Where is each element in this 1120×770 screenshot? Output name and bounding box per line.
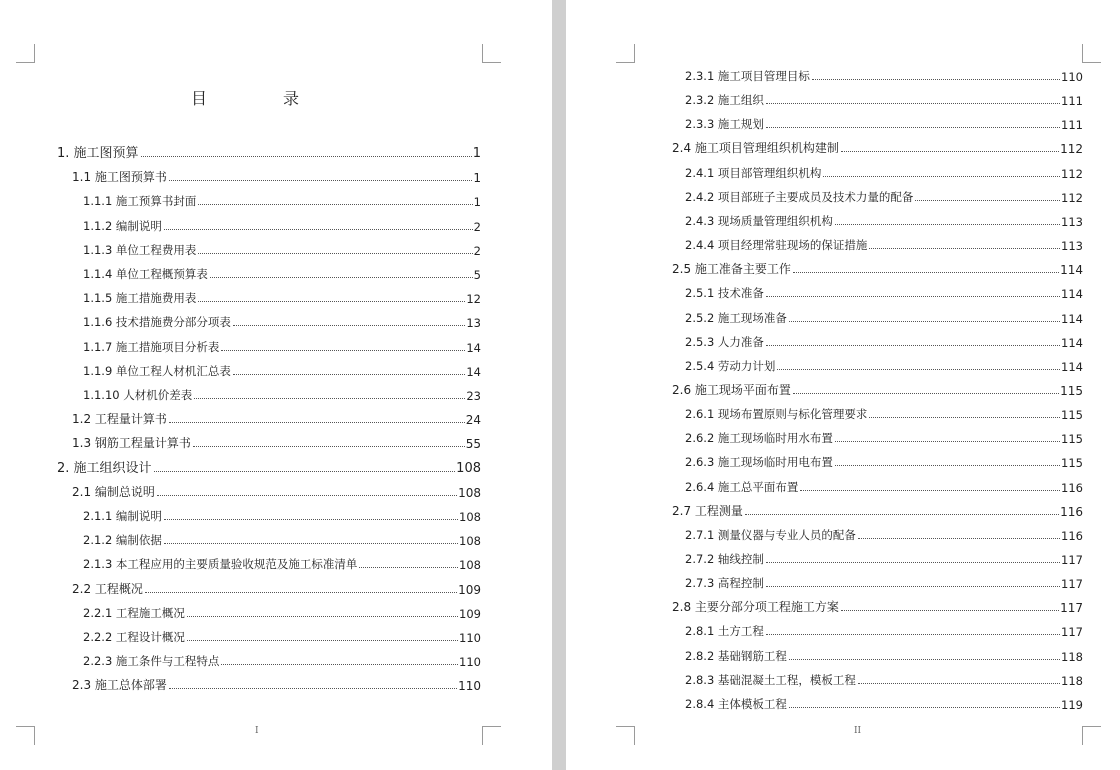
- toc-entry[interactable]: [72, 167, 481, 185]
- toc-entry[interactable]: [83, 530, 481, 548]
- toc-entry-title: 2.8.1 土方工程: [685, 624, 764, 639]
- toc-entry[interactable]: [72, 579, 481, 597]
- dot-leader: [869, 248, 1060, 249]
- toc-entry[interactable]: [685, 694, 1083, 712]
- dot-leader: [359, 567, 458, 568]
- toc-entry[interactable]: [672, 138, 1083, 156]
- dot-leader: [164, 229, 473, 230]
- toc-entry-page: 111: [1061, 94, 1083, 109]
- toc-entry-page: 113: [1061, 214, 1083, 229]
- toc-entry[interactable]: [83, 651, 481, 669]
- page-number-right: II: [854, 726, 862, 736]
- toc-entry-page: 12: [466, 292, 481, 307]
- dot-leader: [766, 586, 1060, 587]
- dot-leader: [169, 688, 457, 689]
- toc-entry[interactable]: [685, 670, 1083, 688]
- dot-leader: [145, 592, 457, 593]
- toc-entry-title: 2.5.1 技术准备: [685, 286, 764, 301]
- toc-entry-title: 1.1.1 施工预算书封面: [83, 194, 197, 209]
- toc-entry-title: 2.4 施工项目管理组织机构建制: [672, 141, 839, 156]
- toc-entry[interactable]: [685, 283, 1083, 301]
- toc-entry-page: 24: [465, 413, 481, 428]
- toc-entry-title: 2.7.1 测量仪器与专业人员的配备: [685, 527, 856, 542]
- toc-entry-title: 2.2.3 施工条件与工程特点: [83, 654, 220, 669]
- dot-leader: [187, 640, 458, 641]
- toc-entry-page: 118: [1061, 673, 1083, 688]
- dot-leader: [221, 664, 458, 665]
- dot-leader: [766, 127, 1060, 128]
- toc-entry[interactable]: [83, 312, 481, 330]
- toc-entry[interactable]: [685, 90, 1083, 108]
- toc-entry-page: 108: [459, 534, 481, 549]
- toc-entry-title: 2.5 施工准备主要工作: [672, 262, 791, 277]
- dot-leader: [800, 490, 1060, 491]
- dot-leader: [766, 634, 1060, 635]
- crop-mark-top-left: [616, 44, 635, 63]
- dot-leader: [823, 176, 1060, 177]
- dot-leader: [789, 321, 1060, 322]
- toc-entry-page: 108: [458, 485, 481, 500]
- toc-entry[interactable]: [672, 380, 1083, 398]
- toc-entry-title: 2.2 工程概况: [72, 581, 143, 596]
- dot-leader: [793, 272, 1059, 273]
- toc-entry-title: 2.8 主要分部分项工程施工方案: [672, 600, 839, 615]
- dot-leader: [858, 683, 1060, 684]
- toc-entry-page: 110: [1061, 70, 1083, 84]
- dot-leader: [835, 441, 1060, 442]
- toc-entry-page: 14: [466, 364, 481, 379]
- toc-entry-title: 2.7.2 轴线控制: [685, 552, 764, 566]
- toc-entry-title: 1.1.9 单位工程人材机汇总表: [83, 363, 231, 378]
- toc-entry-title: 2.7.3 高程控制: [685, 576, 764, 591]
- toc-entry-title: 2.8.3 基础混凝土工程，模板工程: [685, 672, 856, 687]
- toc-entry-page: 108: [459, 558, 481, 573]
- dot-leader: [210, 277, 473, 278]
- toc-entry-page: 111: [1061, 118, 1083, 133]
- toc-entry-page: 1: [473, 171, 481, 186]
- toc-entry-page: 115: [1061, 432, 1083, 447]
- toc-entry-page: 117: [1061, 577, 1083, 592]
- toc-entry-title: 2.7 工程测量: [672, 503, 743, 518]
- toc-entry-page: 109: [459, 606, 481, 621]
- dot-leader: [789, 707, 1060, 708]
- toc-entry-title: 2.8.2 基础钢筋工程: [685, 648, 787, 663]
- toc-entry-title: 2.5.4 劳动力计划: [685, 358, 776, 373]
- toc-entry[interactable]: [83, 603, 481, 621]
- toc-entry[interactable]: [83, 264, 481, 282]
- crop-mark-bottom-left: [16, 726, 35, 745]
- dot-leader: [169, 180, 472, 181]
- dot-leader: [169, 422, 465, 423]
- toc-entry-title: 2.1.2 编制依据: [83, 533, 162, 548]
- toc-entry[interactable]: [672, 597, 1083, 615]
- dot-leader: [835, 465, 1060, 466]
- dot-leader: [745, 514, 1059, 515]
- toc-entry-title: 2.4.3 现场质量管理组织机构: [685, 213, 833, 228]
- toc-entry-title: 2.6.3 施工现场临时用电布置: [685, 455, 833, 470]
- toc-entry-title: 2.1.3 本工程应用的主要质量验收规范及施工标准清单: [83, 557, 358, 572]
- toc-entry-title: 1.1 施工图预算书: [72, 170, 167, 185]
- toc-entry[interactable]: [685, 428, 1083, 446]
- toc-entry-page: 110: [459, 655, 481, 670]
- toc-entry-page: 55: [465, 437, 481, 452]
- toc-entry-page: 110: [459, 631, 481, 645]
- toc-entry-page: 114: [1060, 263, 1083, 278]
- dot-leader: [793, 393, 1059, 394]
- toc-entry[interactable]: [83, 385, 481, 403]
- toc-entry[interactable]: [72, 433, 481, 451]
- dot-leader: [915, 200, 1060, 201]
- crop-mark-top-right: [482, 44, 501, 63]
- dot-leader: [198, 253, 472, 254]
- dot-leader: [233, 374, 465, 375]
- toc-entry[interactable]: [685, 452, 1083, 470]
- toc-entry-title: 2.2.1 工程施工概况: [83, 605, 185, 620]
- toc-entry[interactable]: [685, 525, 1083, 543]
- document-page-left: [0, 0, 552, 770]
- dot-leader: [766, 103, 1060, 104]
- toc-entry-title: 2.3 施工总体部署: [72, 678, 167, 693]
- toc-entry-title: 2.3.2 施工组织: [685, 93, 764, 108]
- dot-leader: [194, 398, 465, 399]
- toc-entry-page: 108: [459, 510, 481, 524]
- toc-entry-page: 2: [473, 219, 481, 234]
- toc-entry-page: 112: [1061, 190, 1083, 205]
- toc-entry-title: 1.1.7 施工措施项目分析表: [83, 339, 220, 354]
- toc-entry-title: 2.8.4 主体模板工程: [685, 696, 787, 711]
- toc-entry-title: 2.1.1 编制说明: [83, 509, 162, 523]
- toc-entry-page: 112: [1061, 166, 1083, 181]
- toc-entry-title: 2.4.2 项目部班子主要成员及技术力量的配备: [685, 189, 914, 204]
- dot-leader: [154, 471, 456, 472]
- toc-entry[interactable]: [83, 240, 481, 258]
- crop-mark-top-left: [16, 44, 35, 63]
- dot-leader: [841, 610, 1059, 611]
- toc-entry-title: 1.1.2 编制说明: [83, 218, 162, 233]
- toc-entry[interactable]: [685, 332, 1083, 350]
- toc-entry-page: 114: [1061, 359, 1083, 374]
- toc-entry[interactable]: [83, 216, 481, 234]
- toc-title: 目 录: [190, 89, 329, 108]
- toc-entry[interactable]: [685, 187, 1083, 205]
- toc-entry-title: 2.3.1 施工项目管理目标: [685, 69, 810, 83]
- toc-entry-page: 115: [1061, 408, 1083, 423]
- dot-leader: [198, 301, 465, 302]
- toc-entry-title: 2.5.2 施工现场准备: [685, 310, 787, 325]
- toc-entry-page: 114: [1061, 311, 1083, 326]
- toc-entry-title: 2.1 编制总说明: [72, 484, 155, 499]
- toc-entry[interactable]: [685, 477, 1083, 495]
- toc-entry[interactable]: [72, 409, 481, 427]
- dot-leader: [789, 659, 1060, 660]
- toc-entry-page: 109: [458, 582, 481, 597]
- toc-entry[interactable]: [83, 288, 481, 306]
- toc-entry-title: 2.2.2 工程设计概况: [83, 630, 185, 644]
- toc-entry-page: 1: [472, 146, 481, 161]
- toc-entry[interactable]: [685, 621, 1083, 639]
- toc-entry-page: 115: [1061, 456, 1083, 471]
- dot-leader: [164, 543, 458, 544]
- toc-entry-title: 2.6.1 现场布置原则与标化管理要求: [685, 407, 868, 422]
- toc-entry-title: 1.3 钢筋工程量计算书: [72, 436, 191, 451]
- toc-entry[interactable]: [685, 235, 1083, 253]
- toc-entry-page: 13: [466, 316, 481, 331]
- toc-entry[interactable]: [57, 458, 481, 476]
- dot-leader: [841, 151, 1059, 152]
- toc-entry[interactable]: [685, 356, 1083, 374]
- toc-entry-title: 1.1.5 施工措施费用表: [83, 291, 197, 306]
- toc-entry[interactable]: [83, 361, 481, 379]
- toc-entry-title: 1.1.10 人材机价差表: [83, 388, 193, 402]
- page-number-left: I: [255, 726, 259, 736]
- toc-entry-title: 2.6.4 施工总平面布置: [685, 479, 799, 494]
- toc-entry[interactable]: [83, 554, 481, 572]
- document-page-right: [566, 0, 1120, 770]
- toc-entry[interactable]: [72, 482, 481, 500]
- toc-entry[interactable]: [685, 211, 1083, 229]
- dot-leader: [858, 538, 1060, 539]
- dot-leader: [164, 519, 458, 520]
- crop-mark-bottom-right: [482, 726, 501, 745]
- toc-entry-page: 116: [1060, 504, 1083, 519]
- toc-entry-page: 14: [466, 340, 481, 355]
- toc-entry[interactable]: [83, 191, 481, 209]
- dot-leader: [766, 345, 1060, 346]
- toc-entry-title: 2.6.2 施工现场临时用水布置: [685, 431, 833, 446]
- dot-leader: [812, 79, 1060, 80]
- dot-leader: [221, 350, 465, 351]
- toc-entry-page: 117: [1061, 625, 1083, 640]
- toc-entry-title: 1.1.3 单位工程费用表: [83, 242, 197, 257]
- toc-entry-title: 2.4.1 项目部管理组织机构: [685, 165, 822, 180]
- dot-leader: [766, 296, 1060, 297]
- toc-entry-page: 119: [1061, 697, 1083, 712]
- toc-entry-page: 23: [466, 389, 481, 403]
- toc-entry[interactable]: [685, 646, 1083, 664]
- crop-mark-bottom-left: [616, 726, 635, 745]
- toc-entry-title: 1.1.4 单位工程概预算表: [83, 267, 208, 281]
- dot-leader: [187, 616, 458, 617]
- toc-entry[interactable]: [83, 506, 481, 524]
- toc-entry-title: 2.6 施工现场平面布置: [672, 382, 791, 397]
- toc-entry-page: 113: [1061, 239, 1083, 254]
- toc-entry[interactable]: [685, 573, 1083, 591]
- dot-leader: [233, 325, 465, 326]
- toc-entry-page: 116: [1061, 480, 1083, 495]
- toc-entry-page: 108: [456, 460, 481, 476]
- toc-entry-page: 116: [1061, 528, 1083, 543]
- toc-entry[interactable]: [685, 163, 1083, 181]
- toc-entry[interactable]: [685, 549, 1083, 567]
- toc-entry[interactable]: [672, 501, 1083, 519]
- dot-leader: [869, 417, 1060, 418]
- toc-entry[interactable]: [72, 675, 481, 693]
- toc-entry-title: 2.4.4 项目经理常驻现场的保证措施: [685, 238, 868, 253]
- dot-leader: [193, 446, 465, 447]
- crop-mark-top-right: [1082, 44, 1101, 63]
- toc-entry-page: 5: [473, 268, 481, 282]
- toc-entry-page: 114: [1061, 287, 1083, 302]
- toc-entry[interactable]: [83, 337, 481, 355]
- toc-entry-page: 2: [473, 243, 481, 258]
- toc-entry-page: 110: [458, 679, 481, 694]
- toc-entry-title: 1.1.6 技术措施费分部分项表: [83, 315, 231, 330]
- toc-entry-page: 118: [1061, 649, 1083, 664]
- toc-entry[interactable]: [83, 627, 481, 645]
- dot-leader: [777, 369, 1060, 370]
- toc-entry-title: 1. 施工图预算: [57, 146, 139, 161]
- dot-leader: [766, 562, 1060, 563]
- dot-leader: [157, 495, 457, 496]
- toc-entry[interactable]: [685, 66, 1083, 84]
- toc-entry-page: 117: [1061, 553, 1083, 567]
- toc-entry[interactable]: [685, 114, 1083, 132]
- page-gap: [552, 0, 566, 770]
- toc-entry-title: 2.5.3 人力准备: [685, 334, 764, 349]
- toc-entry-page: 114: [1061, 335, 1083, 350]
- crop-mark-bottom-right: [1082, 726, 1101, 745]
- toc-entry-page: 112: [1060, 142, 1083, 157]
- toc-entry-title: 2.3.3 施工规划: [685, 117, 764, 132]
- toc-entry-title: 1.2 工程量计算书: [72, 412, 167, 427]
- dot-leader: [141, 156, 472, 157]
- toc-entry-page: 1: [473, 195, 481, 210]
- toc-entry[interactable]: [672, 259, 1083, 277]
- dot-leader: [198, 204, 472, 205]
- toc-entry-title: 2. 施工组织设计: [57, 460, 152, 476]
- toc-entry-page: 115: [1060, 383, 1083, 398]
- toc-entry[interactable]: [57, 143, 481, 161]
- toc-entry-page: 117: [1060, 601, 1083, 616]
- toc-entry[interactable]: [685, 308, 1083, 326]
- toc-entry[interactable]: [685, 404, 1083, 422]
- dot-leader: [835, 224, 1060, 225]
